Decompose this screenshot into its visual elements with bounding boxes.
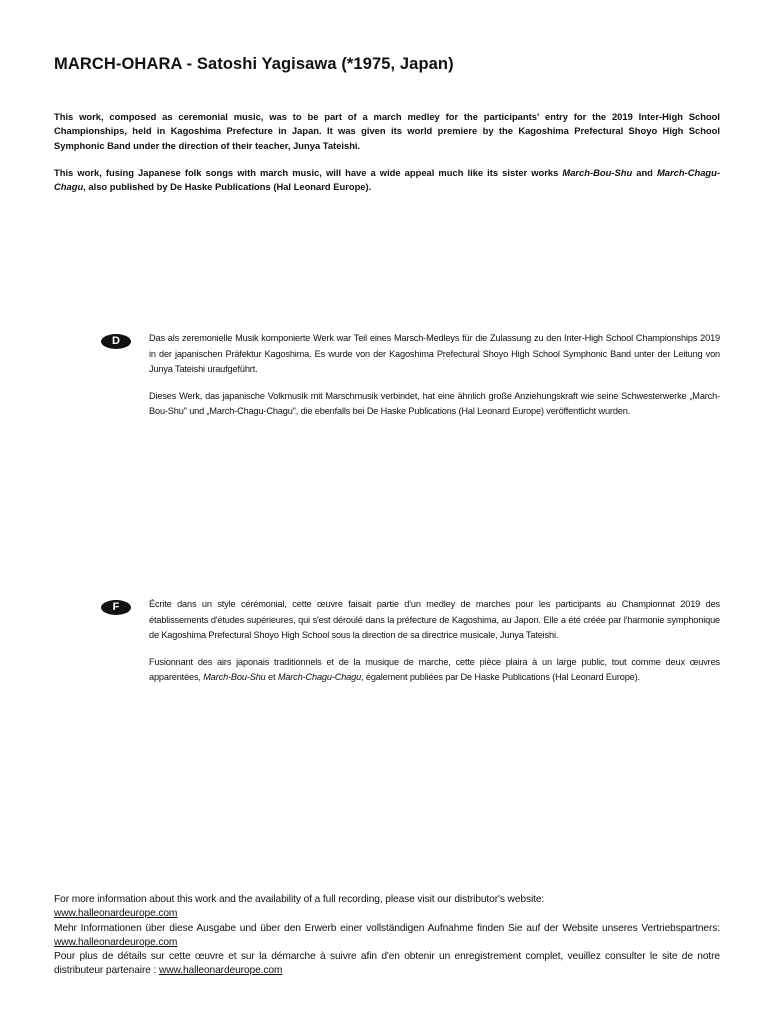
- english-p2-conjunction: and: [632, 166, 657, 178]
- english-p2-work-title-1: March-Bou-Shu: [562, 166, 633, 178]
- footer-english-link[interactable]: www.halleonardeurope.com: [54, 908, 178, 920]
- footer-english-text: For more information about this work and the availability of a full recording, please visit our distributor's website:: [54, 894, 545, 905]
- french-language-badge: F: [101, 600, 131, 615]
- footer-french-link[interactable]: www.halleonardeurope.com: [159, 965, 283, 977]
- footer-french-line: [54, 950, 720, 979]
- french-paragraph-1: Écrite dans un style cérémonial, cette œuvre faisait partie d'un medley de marches pour les participants au Championnat 2019 des établissements d'études supérieures, qui s'est déroulé dans la préfecture de Kagoshima, au Japon. Elle a été créée par l'harmonie symphonique de Kagoshima Prefectural Shoyo High School sous la direction de sa directrice musicale, Junya Tateishi.: [149, 599, 720, 641]
- french-p2-work-title-1: March-Bou-Shu: [203, 672, 266, 683]
- english-p2-work-title-2: March-Chagu-Chagu: [54, 166, 720, 193]
- german-paragraph-1: Das als zeremonielle Musik komponierte Werk war Teil eines Marsch-Medleys für die Zulassung zu den Inter-High School Championships 2019 in der japanischen Präfektur Kagoshima. Es wurde von der Kagoshima Prefectural Shoyo High School Symphonic Band unter der Leitung von Junya Tateishi uraufgeführt.: [149, 333, 720, 375]
- french-p2-text-before: Fusionnant des airs japonais traditionnels et de la musique de marche, cette pièce plaira à un large public, tout comme deux œuvres apparentées,: [149, 656, 720, 683]
- german-paragraph-2: Dieses Werk, das japanische Volkmusik mit Marschmusik verbindet, hat eine ähnlich große Anziehungskraft wie seine Schwesterwerke „March-Bou-Shu" und „March-Chagu-Chagu", die ebenfalls bei De Haske Publications (Hal Leonard Europe) veröffentlicht wurden.: [149, 390, 720, 417]
- french-p2-work-title-2: March-Chagu-Chagu: [277, 672, 362, 683]
- english-paragraph-2: [54, 166, 720, 195]
- french-description: [149, 597, 720, 697]
- english-p2-text-after: , also published by De Haske Publications (Hal Leonard Europe).: [83, 181, 372, 193]
- distributor-footer: [54, 893, 720, 979]
- english-paragraph-1: This work, composed as ceremonial music, was to be part of a march medley for the participants' entry for the 2019 Inter-High School Championships, held in Kagoshima Prefecture in Japan. It was given its world premiere by the Kagoshima Prefectural Shoyo High School Symphonic Band under the direction of their teacher, Junya Tateishi.: [54, 111, 720, 151]
- english-description: [54, 110, 720, 207]
- german-description: [149, 331, 720, 431]
- english-p2-text-before: This work, fusing Japanese folk songs with march music, will have a wide appeal much like its sister works: [54, 166, 563, 178]
- footer-english-link-line: [54, 907, 720, 921]
- german-language-badge: D: [101, 334, 131, 349]
- french-paragraph-2: [149, 655, 720, 686]
- french-p2-conjunction: et: [265, 672, 278, 683]
- page-title: MARCH-OHARA - Satoshi Yagisawa (*1975, Japan): [54, 55, 454, 73]
- footer-german-link[interactable]: www.halleonardeurope.com: [54, 936, 178, 948]
- footer-french-text: Pour plus de détails sur cette œuvre et sur la démarche à suivre afin d'en obtenir un enregistrement complet, veuillez consulter le site de notre distributeur partenaire :: [54, 951, 720, 977]
- footer-german-line: [54, 922, 720, 951]
- footer-german-text: Mehr Informationen über diese Ausgabe und über den Erwerb einer vollständigen Aufnahme finden Sie auf der Website unseres Vertriebspartners:: [54, 922, 720, 934]
- french-p2-text-after: , également publiées par De Haske Publications (Hal Leonard Europe).: [361, 672, 640, 683]
- footer-english-line: [54, 893, 720, 907]
